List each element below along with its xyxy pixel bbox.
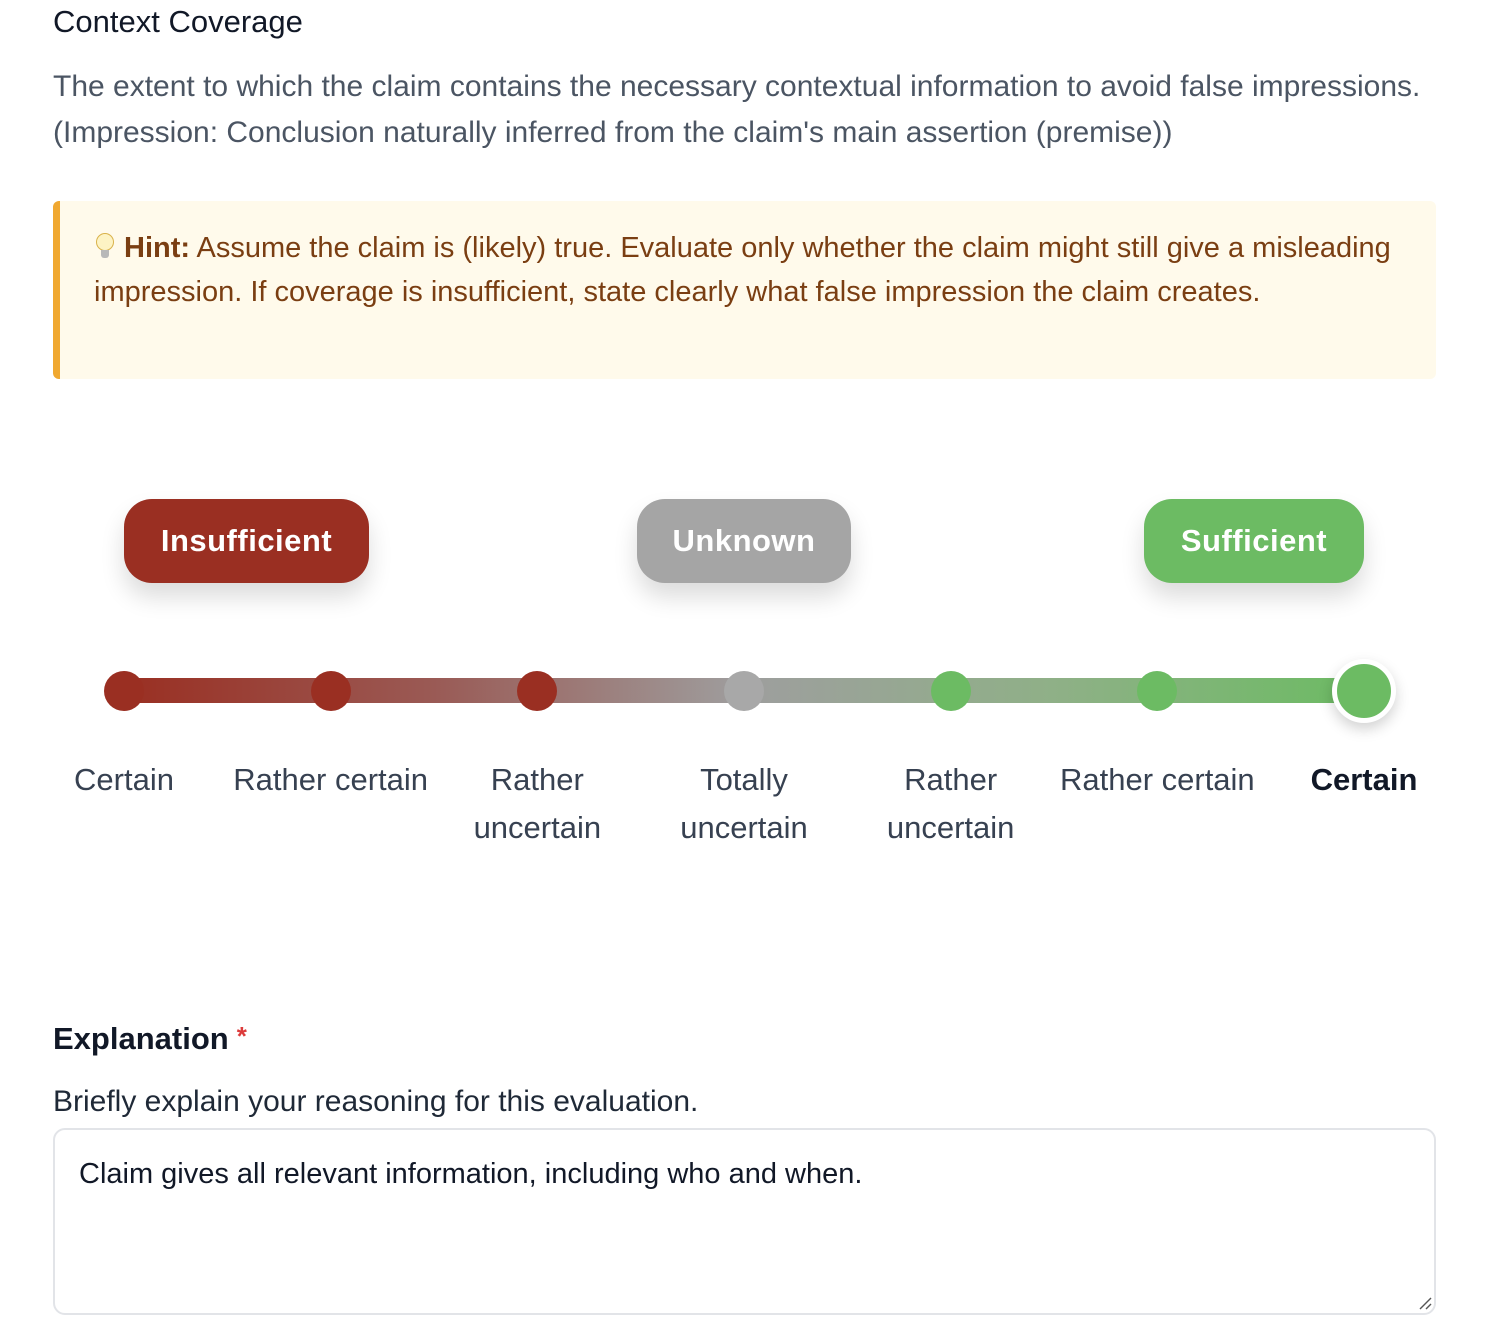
- lightbulb-icon: [94, 233, 116, 261]
- explanation-textarea[interactable]: [53, 1128, 1436, 1315]
- explanation-title-text: Explanation: [53, 1021, 229, 1056]
- resize-grip-icon[interactable]: [1418, 1296, 1432, 1310]
- scale-label-6[interactable]: Rather certain: [1059, 762, 1255, 797]
- scale-point-7[interactable]: [1332, 659, 1396, 723]
- scale-label-1[interactable]: Certain: [74, 762, 174, 797]
- sufficient-button[interactable]: Sufficient: [1144, 499, 1364, 583]
- scale-point-5[interactable]: [931, 671, 971, 711]
- scale-label-3[interactable]: Rather uncertain: [473, 762, 602, 845]
- insufficient-button[interactable]: Insufficient: [124, 499, 369, 583]
- hint-box: [53, 201, 1436, 379]
- scale-point-6[interactable]: [1137, 671, 1177, 711]
- scale-label-2[interactable]: Rather certain: [233, 762, 429, 797]
- scale-point-4[interactable]: [724, 671, 764, 711]
- scale-point-1[interactable]: [104, 671, 144, 711]
- required-marker: *: [236, 1021, 247, 1051]
- explanation-description: Briefly explain your reasoning for this evaluation.: [53, 1085, 699, 1118]
- section-title: Context Coverage: [53, 4, 303, 39]
- explanation-title: [53, 1021, 247, 1057]
- scale-label-5[interactable]: Rather uncertain: [886, 762, 1015, 845]
- section-description: The extent to which the claim contains the necessary contextual information to avoid false impressions. (Impression: Conclusion naturally inferred from the claim's main assertion (premise)): [53, 70, 1421, 149]
- hint-text: Assume the claim is (likely) true. Evaluate only whether the claim might still give a misleading impression. If coverage is insufficient, state clearly what false impression the claim creates.: [94, 232, 1391, 308]
- scale-point-2[interactable]: [311, 671, 351, 711]
- scale-label-7[interactable]: Certain: [1310, 762, 1418, 797]
- hint-label: Hint:: [124, 232, 191, 264]
- unknown-button[interactable]: Unknown: [637, 499, 851, 583]
- scale-label-4[interactable]: Totally uncertain: [680, 762, 808, 845]
- scale-point-3[interactable]: [517, 671, 557, 711]
